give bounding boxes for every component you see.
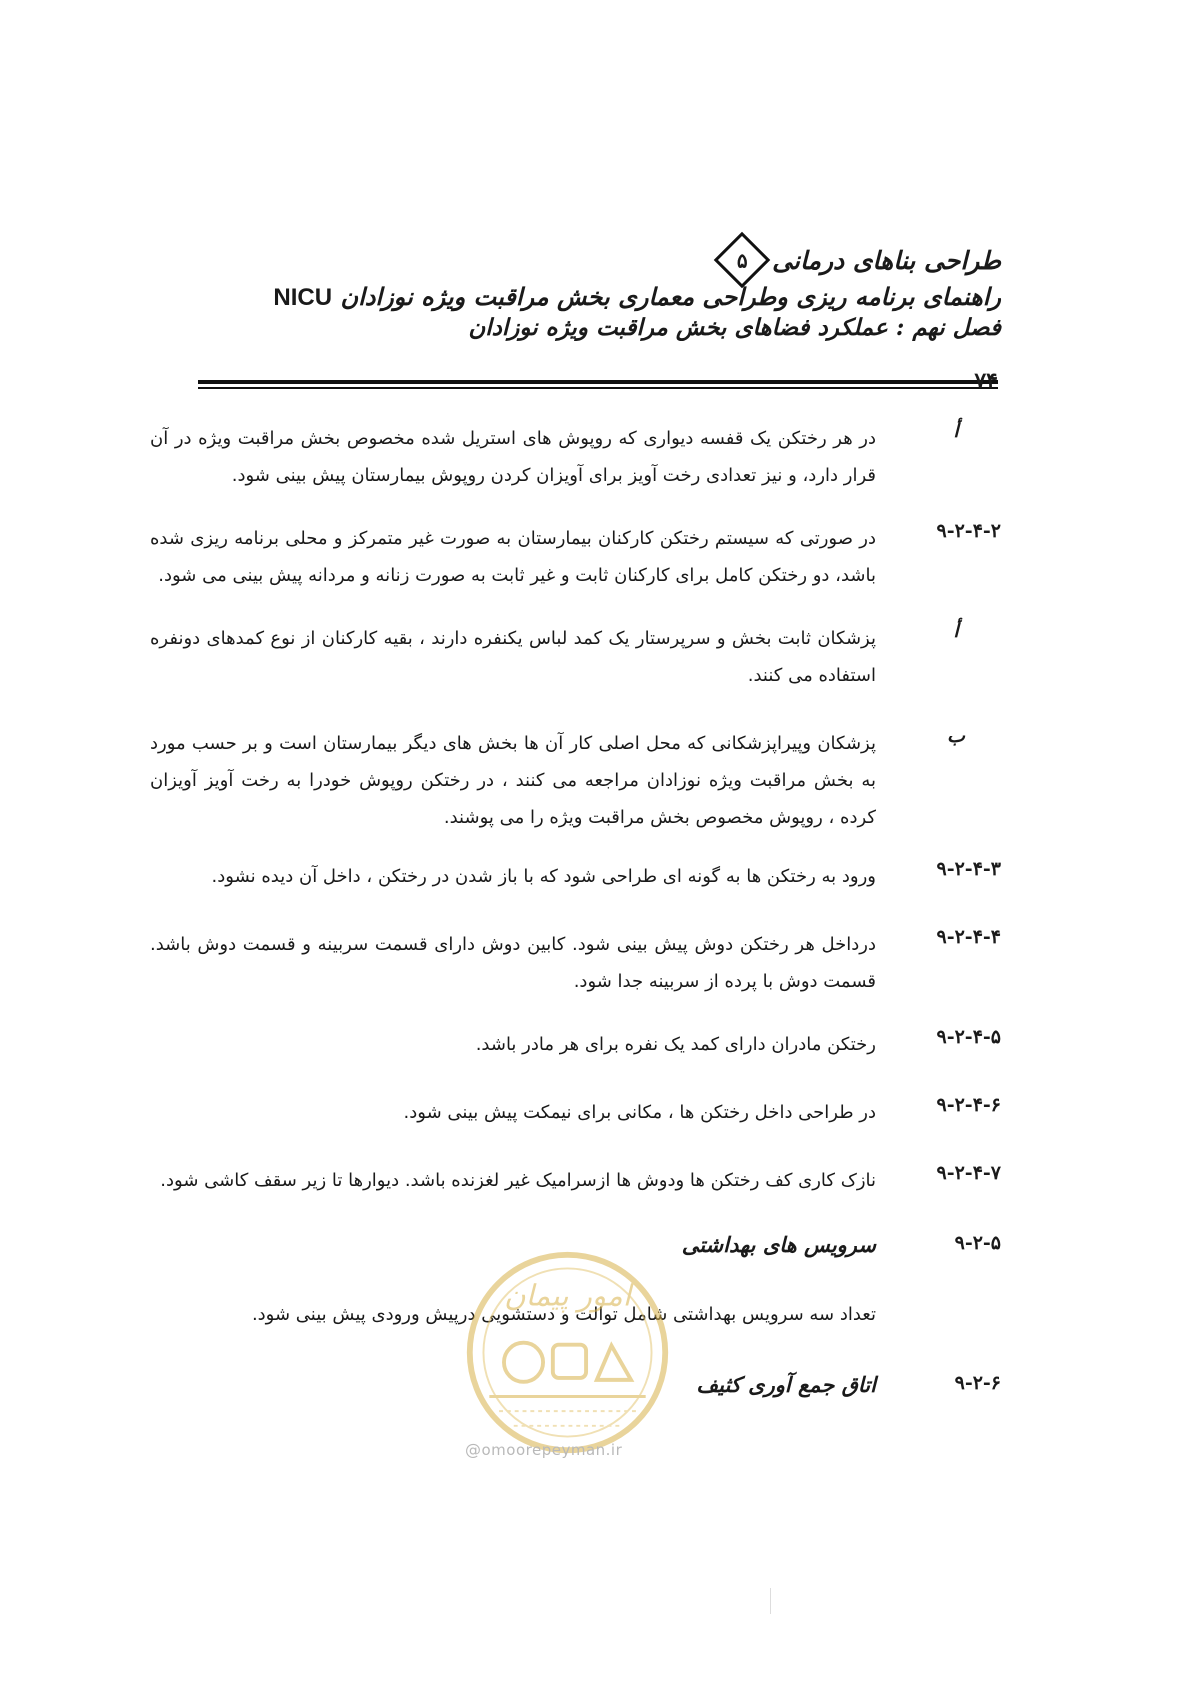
series-title: طراحی بناهای درمانی <box>772 245 1001 275</box>
guide-title-line <box>181 282 1001 312</box>
item-text: پزشکان وپیراپزشکانی که محل اصلی کار آن ها بخش های دیگر بیمارستان است و بر حسب مورد به بخش مراقبت ویژه نوزادان مراجعه می کنند ، در رختکن روپوش خودرا به رخت آویز آویزان کرده ، روپوش مخصوص بخش مراقبت ویژه را می پوشند. <box>150 733 876 828</box>
chapter-title: فصل نهم : عملکرد فضاهای بخش مراقبت ویژه نوزادان <box>468 314 1001 341</box>
header-rule-thick <box>198 380 998 384</box>
section-title: اتاق جمع آوری کثیف <box>696 1372 876 1397</box>
section-number: ۹-۲-۶ <box>954 1372 1001 1394</box>
watermark-logo-text: امور پیمان <box>504 1278 631 1313</box>
section-text: تعداد سه سرویس بهداشتی شامل توالت و دستشویی درپیش ورودی پیش بینی شود. <box>251 1304 876 1325</box>
item-text: رختکن مادران دارای کمد یک نفره برای هر مادر باشد. <box>475 1034 876 1055</box>
watermark-url-text: omoorepeyman.ir <box>481 1441 623 1459</box>
item-text: درداخل هر رختکن دوش پیش بینی شود. کابین دوش دارای قسمت سربینه و قسمت دوش باشد. قسمت دوش با پرده از سربینه جدا شود. <box>150 934 876 992</box>
item-number: ۹-۲-۴-۲ <box>936 520 1001 542</box>
item-text: نازک کاری کف رختکن ها ودوش ها ازسرامیک غیر لغزنده باشد. دیوارها تا زیر سقف کاشی شود. <box>160 1170 876 1191</box>
page-header <box>181 240 1001 341</box>
at-icon: @ <box>465 1440 482 1459</box>
item-number: ۹-۲-۴-۴ <box>936 926 1001 948</box>
item-number: ۹-۲-۴-۳ <box>936 858 1001 880</box>
item-text: در هر رختکن یک قفسه دیواری که روپوش های استریل شده مخصوص بخش مراقبت ویژه در آن قرار دارد، و نیز تعدادی رخت آویز برای آویزان کردن روپوش بیمارستان پیش بینی شود. <box>150 428 876 486</box>
guide-code: NICU <box>273 284 333 311</box>
header-rule-thin <box>198 387 998 389</box>
item-number: أ <box>953 420 959 442</box>
item-text: در طراحی داخل رختکن ها ، مکانی برای نیمکت پیش بینی شود. <box>403 1102 876 1123</box>
item-text: در صورتی که سیستم رختکن کارکنان بیمارستان به صورت غیر متمرکز و محلی برنامه ریزی شده باشد، دو رختکن کامل برای کارکنان ثابت و غیر ثابت به صورت زنانه و مردانه پیش بینی می شود. <box>150 528 876 586</box>
section-title: سرویس های بهداشتی <box>681 1232 876 1257</box>
series-number: ۵ <box>736 248 748 272</box>
section-number: ۹-۲-۵ <box>954 1232 1001 1254</box>
series-title-line <box>181 240 1001 280</box>
scan-mark <box>770 1588 771 1614</box>
guide-title: راهنمای برنامه ریزی وطراحی معماری بخش مراقبت ویژه نوزادان <box>340 282 1001 311</box>
item-number: ۹-۲-۴-۷ <box>936 1162 1001 1184</box>
item-number: ب <box>947 725 965 747</box>
item-text: پزشکان ثابت بخش و سرپرستار یک کمد لباس یکنفره دارند ، بقیه کارکنان از نوع کمدهای دونفره استفاده می کنند. <box>150 628 876 686</box>
page-number: ۷۴ <box>974 368 998 394</box>
item-number: ۹-۲-۴-۵ <box>936 1026 1001 1048</box>
item-number: أ <box>953 620 959 642</box>
series-number-badge <box>714 232 771 289</box>
item-number: ۹-۲-۴-۶ <box>936 1094 1001 1116</box>
item-text: ورود به رختکن ها به گونه ای طراحی شود که با باز شدن در رختکن ، داخل آن دیده نشود. <box>211 866 876 887</box>
watermark-logo <box>460 1245 675 1460</box>
watermark-url <box>465 1440 622 1459</box>
